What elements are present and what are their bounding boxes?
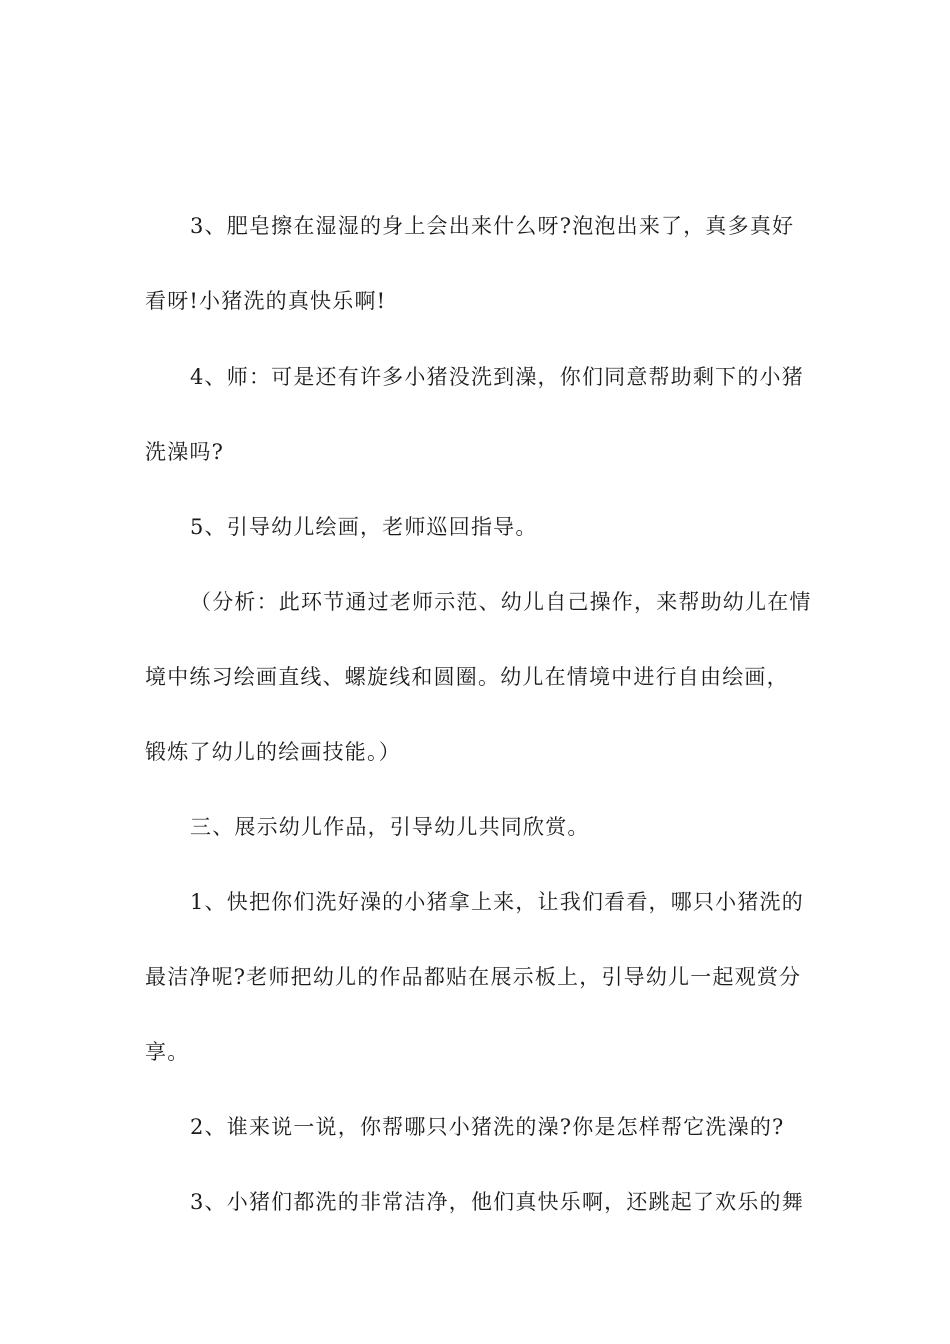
analysis-line: （分析：此环节通过老师示范、幼儿自己操作，来帮助幼儿在情 bbox=[190, 590, 812, 614]
analysis-line: 境中练习绘画直线、螺旋线和圆圈。幼儿在情境中进行自由绘画， bbox=[145, 665, 789, 689]
analysis-line: 锻炼了幼儿的绘画技能。） bbox=[145, 740, 401, 764]
section-heading: 三、展示幼儿作品，引导幼儿共同欣赏。 bbox=[190, 815, 590, 839]
paragraph-line: 看呀!小猪洗的真快乐啊! bbox=[145, 289, 387, 313]
paragraph-line: 最洁净呢?老师把幼儿的作品都贴在展示板上，引导幼儿一起观赏分 bbox=[145, 965, 802, 989]
paragraph-line: 3、肥皂擦在湿湿的身上会出来什么呀?泡泡出来了，真多真好 bbox=[190, 214, 795, 238]
paragraph-line: 3、小猪们都洗的非常洁净，他们真快乐啊，还跳起了欢乐的舞 bbox=[190, 1190, 804, 1214]
paragraph-line: 4、师：可是还有许多小猪没洗到澡，你们同意帮助剩下的小猪 bbox=[190, 365, 804, 389]
paragraph-line: 享。 bbox=[145, 1040, 190, 1064]
paragraph-line: 5、引导幼儿绘画，老师巡回指导。 bbox=[190, 515, 538, 539]
paragraph-line: 1、快把你们洗好澡的小猪拿上来，让我们看看，哪只小猪洗的 bbox=[190, 890, 804, 914]
paragraph-line: 2、谁来说一说，你帮哪只小猪洗的澡?你是怎样帮它洗澡的? bbox=[190, 1115, 785, 1139]
paragraph-line: 洗澡吗? bbox=[145, 440, 225, 464]
